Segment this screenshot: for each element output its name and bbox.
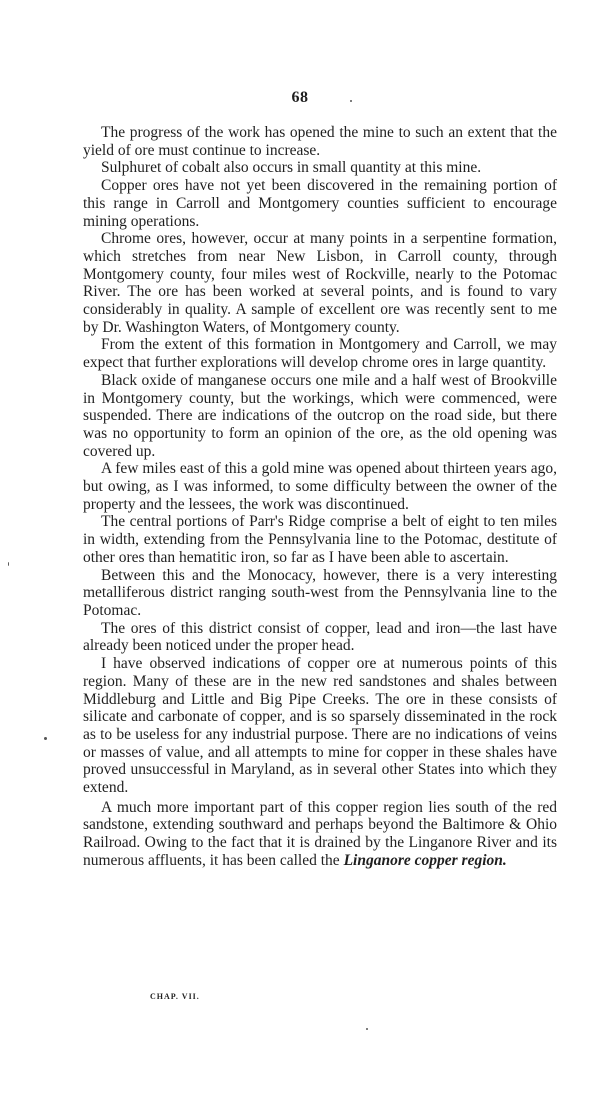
catchword: CHAP. VII. <box>150 992 200 1001</box>
paragraph: Black oxide of manganese occurs one mile and a half west of Brookville in Montgomery county, but the workings, which were commenced, were suspended. There are indications of the outcrop on the road side, but there was no opportunity to form an opinion of the ore, as the old opening was covered up. <box>83 371 557 460</box>
print-speck <box>8 562 9 566</box>
paragraph: A few miles east of this a gold mine was opened about thirteen years ago, but owing, as I was informed, to some difficulty between the owner of the property and the lessees, the work was discontinued. <box>83 460 557 513</box>
paragraph: Between this and the Monocacy, however, there is a very interesting metalliferous district ranging south-west from the Pennsylvania line to the Potomac. <box>83 566 557 619</box>
paragraph: The central portions of Parr's Ridge comprise a belt of eight to ten miles in width, extending from the Pennsylvania line to the Potomac, destitute of other ores than hematitic iron, so far as I have been able to ascertain. <box>83 513 557 566</box>
body-text <box>83 124 557 870</box>
paragraph: Sulphuret of cobalt also occurs in small quantity at this mine. <box>101 159 482 177</box>
paragraph: Chrome ores, however, occur at many points in a serpentine formation, which stretches from near New Lisbon, in Carroll county, through Montgomery county, four miles west of Rockville, nearly to the Potomac River. The ore has been worked at several points, and is found to vary considerably in quality. A sample of excellent ore was recently sent to me by Dr. Washington Waters, of Montgomery county. <box>83 230 557 336</box>
linganore-emphasis: Linganore copper region. <box>343 851 507 869</box>
page-number: 68 <box>291 89 309 106</box>
paragraph: I have observed indications of copper ore at numerous points of this region. Many of these are in the new red sandstones and shales between Middleburg and Little and Big Pipe Creeks. The ore in these consists of silicate and carbonate of copper, and is so sparsely disseminated in the rock as to be useless for any industrial purpose. There are no indications of veins or masses of value, and all attempts to mine for copper in these shales have proved unsuccessful in Maryland, as in several other States into which they extend. <box>83 655 557 797</box>
print-speck <box>366 1028 368 1030</box>
final-paragraph-text: A much more important part of this copper region lies south of the red sandstone, extending southward and perhaps beyond the Baltimore & Ohio Railroad. Owing to the fact that it is drained by the Linganore River and its numerous affluents, it has been called the <box>83 798 557 869</box>
final-paragraph <box>83 799 557 870</box>
paragraph: From the extent of this formation in Montgomery and Carroll, we may expect that further explorations will develop chrome ores in large quantity. <box>83 336 557 372</box>
paragraph: The progress of the work has opened the mine to such an extent that the yield of ore must continue to increase. <box>83 124 557 159</box>
paragraph: Copper ores have not yet been discovered in the remaining portion of this range in Carroll and Montgomery counties sufficient to encourage mining operations. <box>83 177 557 230</box>
paragraph: The ores of this district consist of copper, lead and iron—the last have already been noticed under the proper head. <box>83 619 557 655</box>
print-speck <box>350 100 352 102</box>
print-speck <box>44 737 47 740</box>
